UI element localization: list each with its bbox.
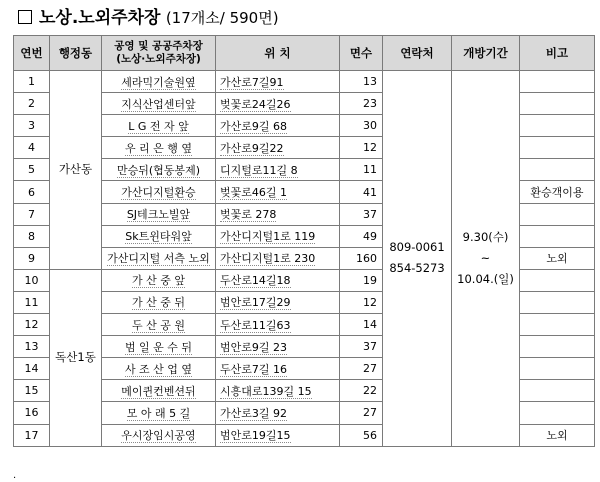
cell-location — [216, 159, 340, 181]
header-spaces: 면수 — [340, 36, 383, 71]
cell-spaces: 23 — [340, 93, 383, 115]
table-row — [14, 71, 595, 93]
cell-spaces: 12 — [340, 291, 383, 313]
cell-spaces: 56 — [340, 424, 383, 446]
parking-name-text: SJ테크노빌앞 — [126, 208, 191, 222]
parking-name-text: 우 리 은 행 옆 — [124, 141, 193, 155]
cell-parking-name — [102, 137, 216, 159]
period-start: 9.30(수) — [462, 229, 509, 244]
cell-period — [452, 71, 520, 447]
location-text: 벚꽃로46길 1 — [220, 186, 287, 200]
cell-no: 17 — [14, 424, 50, 446]
cell-location — [216, 314, 340, 336]
cell-parking-name — [102, 269, 216, 291]
cell-note: 환승객이용 — [520, 181, 595, 203]
cell-location — [216, 380, 340, 402]
header-period: 개방기간 — [452, 36, 520, 71]
location-text: 가산디지털1로 119 — [220, 230, 316, 244]
cell-location — [216, 203, 340, 225]
period-end: 10.04.(일) — [457, 271, 514, 286]
cell-location — [216, 115, 340, 137]
cell-no: 4 — [14, 137, 50, 159]
location-text: 디지털로11길 8 — [220, 163, 298, 177]
location-text: 가산로9길22 — [220, 141, 284, 155]
cell-spaces: 27 — [340, 402, 383, 424]
location-text: 범안로17길29 — [220, 296, 291, 310]
cell-spaces: 30 — [340, 115, 383, 137]
cell-contact — [383, 71, 452, 447]
cell-parking-name — [102, 291, 216, 313]
cell-spaces: 41 — [340, 181, 383, 203]
header-contact: 연락처 — [383, 36, 452, 71]
cell-no: 12 — [14, 314, 50, 336]
cell-spaces: 160 — [340, 247, 383, 269]
footnote: . — [13, 470, 17, 481]
cell-parking-name — [102, 115, 216, 137]
cell-parking-name — [102, 314, 216, 336]
cell-spaces: 11 — [340, 159, 383, 181]
parking-name-text: 만승뒤(협동봉제) — [117, 163, 200, 177]
location-text: 가산로7길91 — [220, 75, 284, 89]
cell-spaces: 37 — [340, 336, 383, 358]
cell-parking-name — [102, 181, 216, 203]
cell-spaces: 27 — [340, 358, 383, 380]
cell-no: 6 — [14, 181, 50, 203]
parking-table — [13, 35, 595, 447]
cell-no: 10 — [14, 269, 50, 291]
cell-no: 3 — [14, 115, 50, 137]
cell-no: 15 — [14, 380, 50, 402]
parking-name-text: 범 일 운 수 뒤 — [124, 340, 193, 354]
cell-note — [520, 71, 595, 93]
cell-parking-name — [102, 380, 216, 402]
location-text: 두산로7길 16 — [220, 362, 287, 376]
cell-parking-name — [102, 225, 216, 247]
cell-no: 5 — [14, 159, 50, 181]
header-note: 비고 — [520, 36, 595, 71]
title-main: 노상.노외주차장 — [39, 8, 161, 28]
cell-location — [216, 358, 340, 380]
cell-spaces: 49 — [340, 225, 383, 247]
cell-no: 13 — [14, 336, 50, 358]
location-text: 벚꽃로24길26 — [220, 97, 291, 111]
cell-parking-name — [102, 71, 216, 93]
header-dong: 행정동 — [50, 36, 102, 71]
cell-parking-name — [102, 336, 216, 358]
cell-note — [520, 291, 595, 313]
cell-note — [520, 380, 595, 402]
cell-location — [216, 402, 340, 424]
cell-no: 11 — [14, 291, 50, 313]
contact-phone-1: 809-0061 — [389, 240, 445, 255]
location-text: 벚꽃로 278 — [220, 208, 277, 222]
cell-spaces: 14 — [340, 314, 383, 336]
parking-name-text: 가 산 중 앞 — [132, 274, 185, 288]
parking-name-text: 두 산 공 원 — [132, 318, 185, 332]
cell-dong-gasan: 가산동 — [50, 71, 102, 270]
cell-note — [520, 203, 595, 225]
cell-note — [520, 336, 595, 358]
table-header-row — [14, 36, 595, 71]
cell-note — [520, 159, 595, 181]
cell-note — [520, 93, 595, 115]
location-text: 두산로11길63 — [220, 318, 291, 332]
cell-parking-name — [102, 159, 216, 181]
cell-note — [520, 137, 595, 159]
cell-location — [216, 225, 340, 247]
cell-note — [520, 402, 595, 424]
cell-no: 16 — [14, 402, 50, 424]
parking-name-text: 가 산 중 뒤 — [132, 296, 185, 310]
cell-location — [216, 71, 340, 93]
checkbox-square-icon — [18, 10, 32, 24]
location-text: 범안로19길15 — [220, 429, 291, 443]
parking-name-text: Sk트윈타워앞 — [125, 230, 192, 244]
cell-no: 14 — [14, 358, 50, 380]
header-name — [102, 36, 216, 71]
cell-location — [216, 181, 340, 203]
location-text: 가산로9길 68 — [220, 119, 287, 133]
parking-name-text: 사 조 산 업 옆 — [124, 362, 193, 376]
cell-parking-name — [102, 402, 216, 424]
cell-note — [520, 225, 595, 247]
cell-spaces: 37 — [340, 203, 383, 225]
parking-name-text: 가산디지털환승 — [121, 186, 196, 200]
cell-no: 7 — [14, 203, 50, 225]
cell-location — [216, 137, 340, 159]
cell-location — [216, 336, 340, 358]
period-sep: ~ — [480, 250, 491, 265]
cell-note — [520, 115, 595, 137]
header-name-line1: 공영 및 공공주차장 — [114, 40, 203, 52]
cell-location — [216, 93, 340, 115]
cell-spaces: 13 — [340, 71, 383, 93]
header-no: 연번 — [14, 36, 50, 71]
location-text: 가산로3길 92 — [220, 406, 287, 420]
cell-no: 1 — [14, 71, 50, 93]
cell-note — [520, 314, 595, 336]
cell-spaces: 19 — [340, 269, 383, 291]
page-title — [18, 6, 279, 30]
cell-no: 2 — [14, 93, 50, 115]
parking-name-text: L G 전 자 앞 — [128, 119, 189, 133]
cell-no: 8 — [14, 225, 50, 247]
cell-note — [520, 269, 595, 291]
parking-name-text: 지식산업센터앞 — [121, 97, 196, 111]
cell-location — [216, 424, 340, 446]
header-location: 위 치 — [216, 36, 340, 71]
location-text: 가산디지털1로 230 — [220, 252, 316, 266]
cell-parking-name — [102, 93, 216, 115]
cell-location — [216, 291, 340, 313]
cell-dong-doksan1: 독산1동 — [50, 269, 102, 446]
parking-name-text: 우시장임시공영 — [121, 429, 196, 443]
cell-location — [216, 269, 340, 291]
location-text: 범안로9길 23 — [220, 340, 287, 354]
parking-name-text: 세라믹기술원옆 — [121, 75, 196, 89]
parking-name-text: 가산디지털 서측 노외 — [107, 252, 210, 266]
parking-name-text: 메이퀸컨벤션뒤 — [121, 384, 196, 398]
cell-note — [520, 358, 595, 380]
cell-parking-name — [102, 358, 216, 380]
cell-note: 노외 — [520, 247, 595, 269]
cell-spaces: 22 — [340, 380, 383, 402]
cell-parking-name — [102, 247, 216, 269]
title-sub: (17개소/ 590면) — [165, 9, 279, 27]
header-name-line2: (노상·노외주차장) — [116, 53, 201, 65]
cell-location — [216, 247, 340, 269]
cell-note: 노외 — [520, 424, 595, 446]
location-text: 두산로14길18 — [220, 274, 291, 288]
cell-parking-name — [102, 424, 216, 446]
parking-name-text: 모 아 래 5 길 — [126, 406, 191, 420]
cell-parking-name — [102, 203, 216, 225]
contact-phone-2: 854-5273 — [389, 261, 445, 276]
location-text: 시흥대로139길 15 — [220, 384, 312, 398]
cell-spaces: 12 — [340, 137, 383, 159]
cell-no: 9 — [14, 247, 50, 269]
